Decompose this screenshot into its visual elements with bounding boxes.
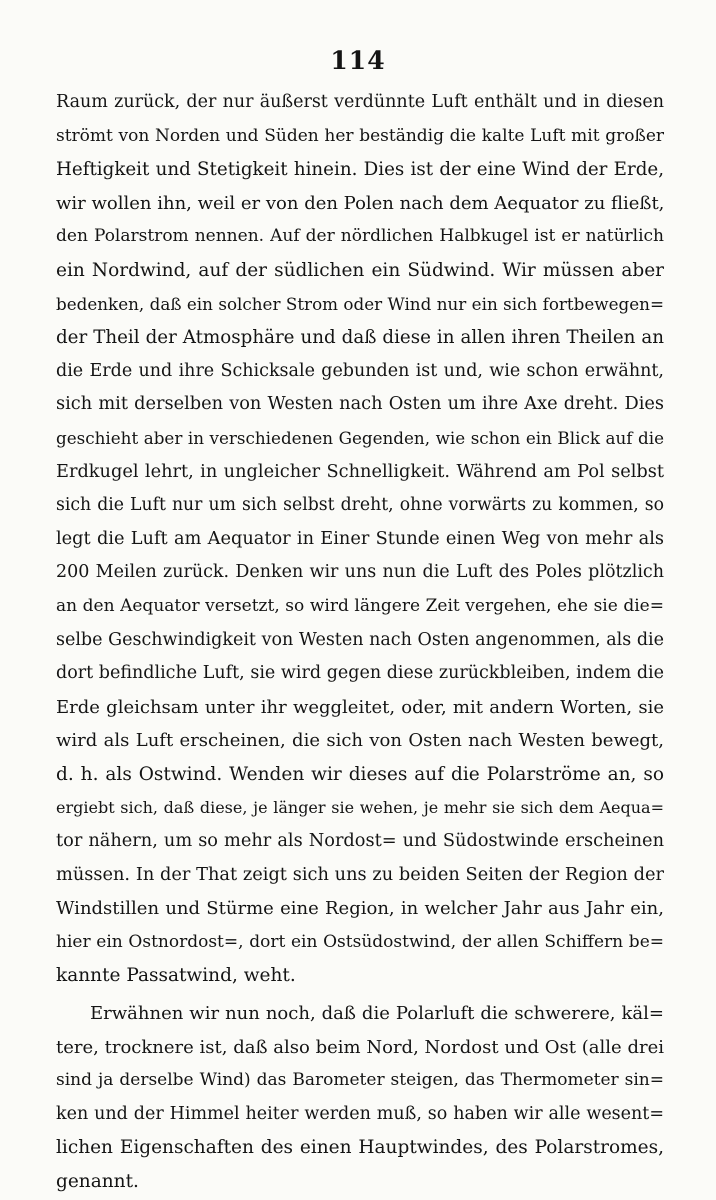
text-line: lichen Eigenschaften des einen Hauptwindes, des Polarstromes, <box>56 1137 664 1159</box>
text-line: den Polarstrom nennen. Auf der nördlichen Halbkugel ist er natürlich <box>56 226 664 247</box>
text-line: ergiebt sich, daß diese, je länger sie wehen, je mehr sie sich dem Aequa= <box>56 798 664 818</box>
text-line: wird als Luft erscheinen, die sich von Osten nach Westen bewegt, <box>56 730 664 752</box>
paragraph-1 <box>56 86 664 993</box>
text-line: Windstillen und Stürme eine Region, in welcher Jahr aus Jahr ein, <box>56 898 664 920</box>
text-line: Raum zurück, der nur äußerst verdünnte Luft enthält und in diesen <box>56 92 664 112</box>
paragraph-2 <box>56 997 664 1199</box>
text-line: Erwähnen wir nun noch, daß die Polarluft die schwerere, käl= <box>90 1003 664 1025</box>
text-line: d. h. als Ostwind. Wenden wir dieses auf die Polarströme an, so <box>56 763 664 785</box>
text-line: hier ein Ostnordost=, dort ein Ostsüdostwind, der allen Schiffern be= <box>56 931 664 952</box>
text-line: sind ja derselbe Wind) das Barometer steigen, das Thermometer sin= <box>56 1070 664 1091</box>
text-line: ein Nordwind, auf der südlichen ein Südwind. Wir müssen aber <box>56 259 664 281</box>
text-line: ken und der Himmel heiter werden muß, so haben wir alle wesent= <box>56 1103 664 1124</box>
text-line: sich mit derselben von Westen nach Osten um ihre Axe dreht. Dies <box>56 394 664 415</box>
text-line: Heftigkeit und Stetigkeit hinein. Dies ist der eine Wind der Erde, <box>56 159 664 181</box>
text-line: kannte Passatwind, weht. <box>56 965 296 987</box>
text-line: müssen. In der That zeigt sich uns zu beiden Seiten der Region der <box>56 864 664 885</box>
text-line: an den Aequator versetzt, so wird längere Zeit vergehen, ehe sie die= <box>56 595 664 616</box>
text-line: selbe Geschwindigkeit von Westen nach Osten angenommen, als die <box>56 629 664 650</box>
text-line: 200 Meilen zurück. Denken wir uns nun die Luft des Poles plötzlich <box>56 562 664 583</box>
text-line: geschieht aber in verschiedenen Gegenden, wie schon ein Blick auf die <box>56 427 664 448</box>
text-line: strömt von Norden und Süden her beständig die kalte Luft mit großer <box>56 125 664 146</box>
text-line: sich die Luft nur um sich selbst dreht, ohne vorwärts zu kommen, so <box>56 495 664 516</box>
text-line: tor nähern, um so mehr als Nordost= und Südostwinde erscheinen <box>56 831 664 852</box>
text-line: der Theil der Atmosphäre und daß diese in allen ihren Theilen an <box>56 327 664 349</box>
text-line: die Erde und ihre Schicksale gebunden ist und, wie schon erwähnt, <box>56 360 664 381</box>
text-line: legt die Luft am Aequator in Einer Stunde einen Weg von mehr als <box>56 528 664 549</box>
text-line: tere, trocknere ist, daß also beim Nord, Nordost und Ost (alle drei <box>56 1036 664 1058</box>
text-line: wir wollen ihn, weil er von den Polen nach dem Aequator zu fließt, <box>56 192 664 214</box>
text-line: genannt. <box>56 1171 139 1192</box>
body-text <box>56 86 664 1199</box>
text-line: dort befindliche Luft, sie wird gegen diese zurückbleiben, indem die <box>56 663 664 684</box>
text-line: Erdkugel lehrt, in ungleicher Schnelligkeit. Während am Pol selbst <box>56 461 664 482</box>
text-line: bedenken, daß ein solcher Strom oder Wind nur ein sich fortbewegen= <box>56 293 664 314</box>
page-number: 114 <box>330 46 386 75</box>
text-line: Erde gleichsam unter ihr weggleitet, oder, mit andern Worten, sie <box>56 696 664 718</box>
